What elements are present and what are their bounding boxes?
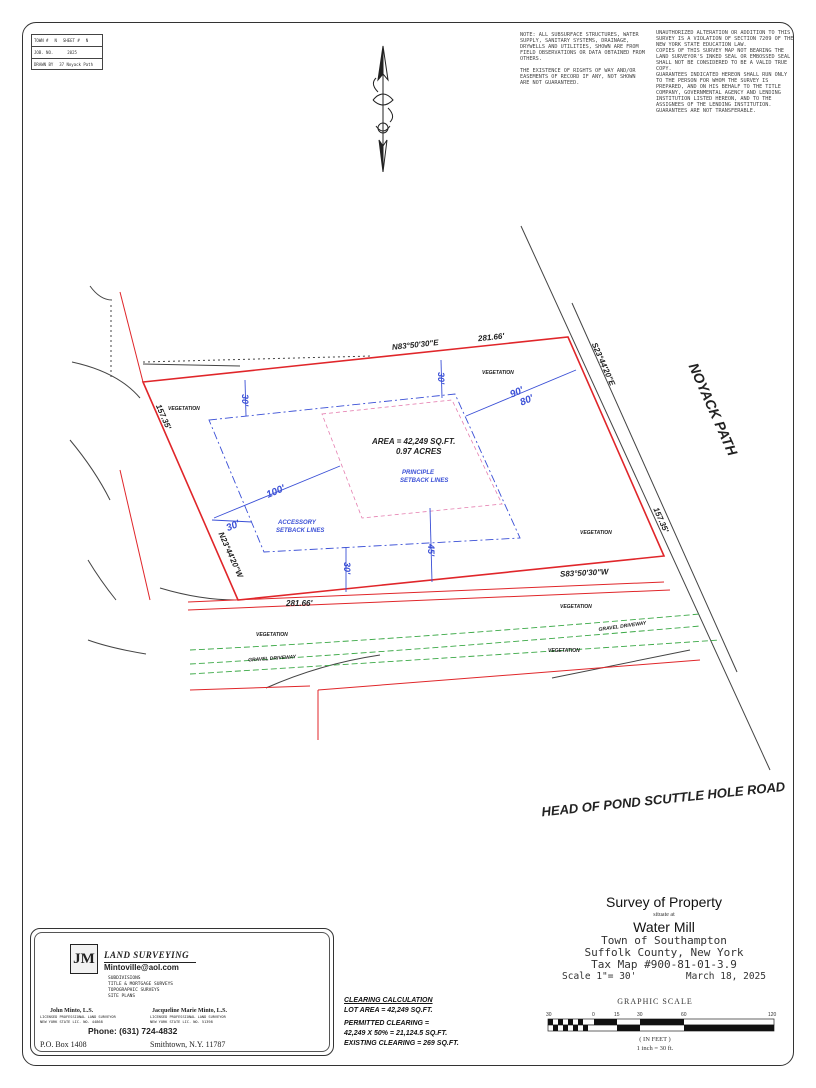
accessory-setback: [209, 394, 520, 552]
scale-tick: 60: [681, 1012, 687, 1018]
county-name: Suffolk County, New York: [584, 946, 744, 959]
setback-30-top2: 30': [436, 372, 446, 385]
firm-city: Smithtown, N.Y. 11787: [150, 1040, 226, 1049]
scale-text: Scale 1"= 30': [562, 971, 637, 982]
firm-logo-icon: JM: [70, 944, 98, 974]
distance-south: 281.66': [286, 599, 313, 608]
area-acres: 0.97 ACRES: [396, 447, 442, 456]
setback-45: 45': [426, 544, 436, 557]
clearing-lot-area: LOT AREA = 42,249 SQ.FT.: [344, 1007, 433, 1014]
field4-value: 37 Noyack Path: [59, 62, 93, 67]
bearing-south: S83°50'30"W: [559, 567, 609, 579]
place-name: Water Mill: [633, 919, 695, 935]
adjacent-lines: [70, 226, 770, 770]
principle-setback: [322, 400, 502, 518]
vegetation-label: VEGETATION: [580, 530, 612, 536]
clearing-calculation: [344, 996, 459, 1049]
area-sqft: AREA = 42,249 SQ.FT.: [372, 437, 456, 446]
north-arrow-icon: [373, 46, 393, 172]
clearing-heading: CLEARING CALCULATION: [344, 997, 433, 1004]
graphic-scale-bar: [548, 1019, 774, 1031]
setback-30-top: 30': [240, 394, 250, 407]
setback-30-bottom: 30': [342, 562, 352, 575]
firm-phone: Phone: (631) 724-4832: [88, 1026, 178, 1036]
principle-label-1: PRINCIPLE: [402, 470, 435, 476]
inch-equals-label: 1 inch = 30 ft.: [636, 1045, 674, 1052]
license-1: LICENSED PROFESSIONAL LAND SURVEYOR NEW YORK STATE LIC. NO. 44868: [40, 1015, 116, 1024]
scale-tick: 30: [546, 1012, 552, 1018]
scale-tick: 15: [614, 1012, 620, 1018]
bearing-north: N83°50'30"E: [391, 338, 439, 352]
distance-north: 281.66': [477, 331, 505, 344]
legal-notes: UNAUTHORIZED ALTERATION OR ADDITION TO THIS SURVEY IS A VIOLATION OF SECTION 7209 OF THE NEW YORK STATE EDUCATION LAW. COPIES OF THIS SURVEY MAP NOT BEARING THE LAND SURVEYOR'S INKED SEAL OR EMBOSSED SEAL SHALL NOT BE CONSIDERED TO BE A VALID TRUE COPY. GUARANTEES INDICATED HEREON SHALL RUN ONLY TO THE PERSON FOR WHOM THE SURVEY IS PREPARED, AND ON HIS BEHALF TO THE TITLE COMPANY, GOVERNMENTAL AGENCY AND LENDING INSTITUTION LISTED HEREON, AND TO THE ASSIGNEES OF THE LENDING INSTITUTION. GUARANTEES ARE NOT TRANSFERABLE.: [656, 30, 794, 114]
firm-po-box: P.O. Box 1408: [40, 1040, 87, 1049]
in-feet-label: ( IN FEET ): [639, 1036, 671, 1043]
distance-east: 157.35': [651, 506, 671, 534]
scale-tick: 0: [592, 1012, 595, 1018]
field3-label: JOB. NO.: [34, 50, 54, 55]
setback-80: 80': [518, 393, 536, 409]
surveyor-1: John Minto, L.S.: [50, 1008, 94, 1014]
field2-value: N: [85, 38, 89, 43]
firm-services: SUBDIVISIONS TITLE & MORTGAGE SURVEYS TOPOGRAPHIC SURVEYS SITE PLANS: [108, 976, 174, 999]
setback-90: 90': [508, 385, 526, 401]
field4-label: DRAWN BY: [34, 62, 54, 67]
clearing-permitted-value: 42,249 X 50% = 21,124.5 SQ.FT.: [344, 1030, 448, 1037]
accessory-label-1: ACCESSORY: [278, 520, 316, 526]
property-boundary: [143, 337, 664, 600]
field1-label: TOWN #: [34, 38, 49, 43]
field1-value: N: [54, 38, 57, 43]
surveyor-2: Jacqueline Marie Minto, L.S.: [152, 1008, 227, 1014]
bearing-west: N23°44'20"W: [216, 530, 245, 580]
town-name: Town of Southampton: [601, 934, 727, 947]
situate-label: situate at: [653, 912, 675, 918]
setback-100: 100': [264, 483, 287, 501]
tax-map: Tax Map #900-81-01-3.9: [591, 958, 737, 971]
driveway-label: GRAVEL DRIVEWAY: [247, 654, 297, 664]
vegetation-label: VEGETATION: [482, 370, 514, 376]
principle-label-2: SETBACK LINES: [400, 478, 449, 484]
title-block: [548, 894, 780, 982]
field2-label: SHEET #: [62, 38, 80, 43]
subsurface-notes: NOTE: ALL SUBSURFACE STRUCTURES, WATER SUPPLY, SANITARY SYSTEMS, DRAINAGE, DRYWELLS AND UTILITIES, SHOWN ARE FROM FIELD OBSERVATIONS OR DATA OBTAINED FROM OTHERS. THE EXISTENCE OF RIGHTS OF WAY AND/OR EASEMENTS OF RECORD IF ANY, NOT SHOWN ARE NOT GUARANTEED.: [520, 32, 645, 86]
vegetation-label: VEGETATION: [256, 632, 288, 638]
scale-tick: 120: [768, 1012, 777, 1018]
distance-west: 157.35': [153, 402, 173, 431]
vegetation-label: VEGETATION: [168, 406, 200, 412]
firm-email[interactable]: Mintoville@aol.com: [104, 963, 179, 972]
clearing-existing: EXISTING CLEARING = 269 SQ.FT.: [344, 1040, 459, 1047]
license-2: LICENSED PROFESSIONAL LAND SURVEYOR NEW YORK STATE LIC. NO. 51398: [150, 1015, 226, 1024]
survey-date: March 18, 2025: [685, 971, 766, 982]
field3-value: 2025: [67, 50, 77, 55]
head-of-pond-label: HEAD OF POND SCUTTLE HOLE ROAD: [540, 778, 786, 820]
firm-name: LAND SURVEYING: [104, 950, 190, 960]
vegetation-label: VEGETATION: [560, 604, 592, 610]
scale-tick: 30: [637, 1012, 643, 1018]
clearing-permitted-label: PERMITTED CLEARING =: [344, 1020, 429, 1027]
vegetation-label: VEGETATION: [548, 648, 580, 654]
survey-title: Survey of Property: [606, 894, 722, 910]
accessory-label-2: SETBACK LINES: [276, 528, 325, 534]
setback-30-left: 30': [224, 518, 242, 535]
noyack-path-label: NOYACK PATH: [685, 360, 741, 458]
graphic-scale-label: GRAPHIC SCALE: [617, 997, 693, 1006]
bearing-east: S23°44'20"E: [589, 341, 617, 388]
driveway-label: GRAVEL DRIVEWAY: [598, 620, 647, 634]
adjacent-red-lines: [120, 292, 700, 740]
